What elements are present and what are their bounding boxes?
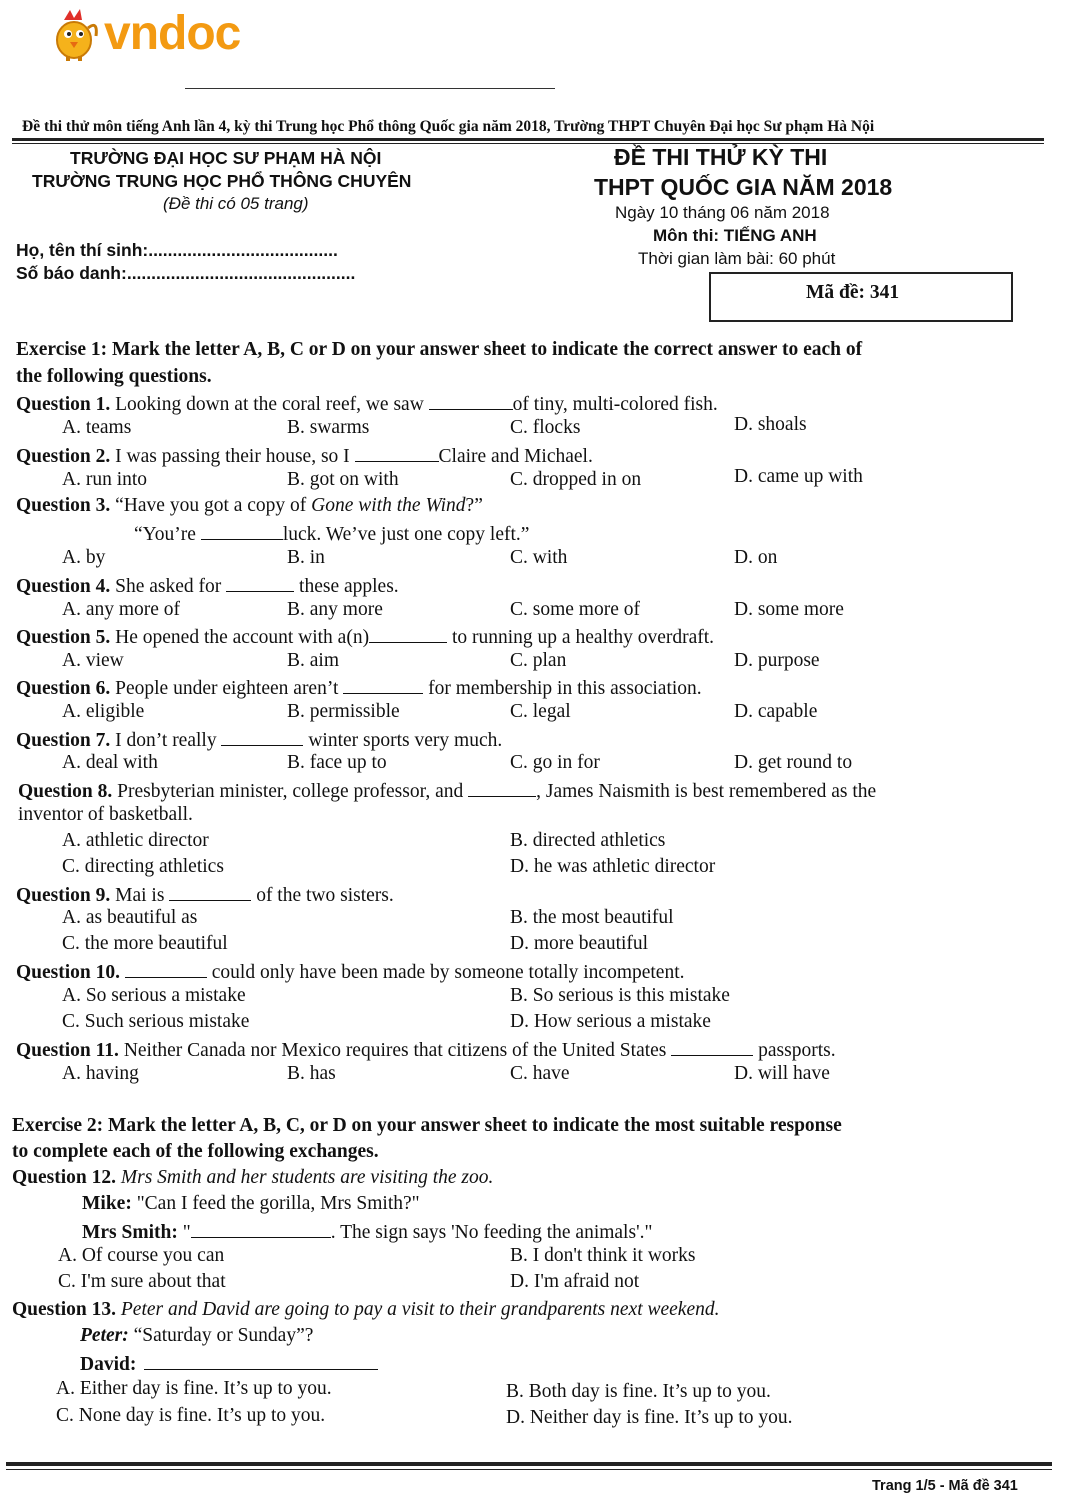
answer-blank	[169, 882, 251, 901]
question-12-option-c: C. I'm sure about that	[58, 1271, 226, 1292]
question-10-option-a: A. So serious a mistake	[62, 985, 246, 1006]
question-4-stem: Question 4. She asked for these apples.	[16, 573, 399, 598]
question-6-option-d: D. capable	[734, 701, 818, 722]
question-11-option-d: D. will have	[734, 1063, 830, 1084]
question-2-option-c: C. dropped in on	[510, 469, 642, 490]
exercise-2-title-cont: to complete each of the following exchanges.	[12, 1141, 379, 1162]
footer-divider-thin	[6, 1469, 1052, 1470]
answer-blank	[201, 521, 283, 540]
answer-blank	[144, 1351, 378, 1370]
question-11-option-c: C. have	[510, 1063, 570, 1084]
question-6-option-b: B. permissible	[287, 701, 400, 722]
brand-wordmark: vndoc	[104, 7, 241, 60]
question-11-option-b: B. has	[287, 1063, 336, 1084]
header-divider	[12, 138, 1044, 141]
question-13-option-a: A. Either day is fine. It’s up to you.	[56, 1378, 332, 1399]
exercise-2-title: Exercise 2: Mark the letter A, B, C, or D on your answer sheet to indicate the most suitable response	[12, 1115, 842, 1136]
question-5-stem: Question 5. He opened the account with a(n) to running up a healthy overdraft.	[16, 624, 714, 649]
question-9-option-c: C. the more beautiful	[62, 933, 228, 954]
question-5-option-b: B. aim	[287, 650, 339, 671]
question-8-option-a: A. athletic director	[62, 830, 209, 851]
question-12-line-mrs-smith: Mrs Smith: " . The sign says 'No feeding the animals'."	[82, 1219, 652, 1244]
question-1-option-c: C. flocks	[510, 417, 581, 438]
page-count-note: (Đề thi có 05 trang)	[163, 194, 309, 213]
question-3-stem: Question 3. “Have you got a copy of Gone with the Wind?”	[16, 495, 483, 516]
header-divider-thin	[12, 143, 1044, 144]
chick-mascot-icon	[50, 6, 102, 62]
question-8-option-d: D. he was athletic director	[510, 856, 716, 877]
question-8-option-b: B. directed athletics	[510, 830, 666, 851]
question-9-stem: Question 9. Mai is of the two sisters.	[16, 882, 394, 907]
question-12-option-d: D. I'm afraid not	[510, 1271, 640, 1292]
question-7-option-c: C. go in for	[510, 752, 600, 773]
question-12-option-a: A. Of course you can	[58, 1245, 225, 1266]
document-meta-line: Đề thi thử môn tiếng Anh lần 4, kỳ thi Trung học Phổ thông Quốc gia năm 2018, Trường THPT Chuyên Đại học Sư phạm Hà Nội	[22, 118, 875, 135]
question-6-stem: Question 6. People under eighteen aren’t for membership in this association.	[16, 675, 702, 700]
exam-duration: Thời gian làm bài: 60 phút	[638, 249, 836, 268]
question-8-option-c: C. directing athletics	[62, 856, 224, 877]
exam-subject: Môn thi: TIẾNG ANH	[653, 226, 817, 245]
exam-code: Mã đề: 341	[806, 282, 900, 303]
question-8-stem: Question 8. Presbyterian minister, college professor, and , James Naismith is best remembered as the	[18, 778, 876, 803]
answer-blank	[125, 959, 207, 978]
question-9-option-b: B. the most beautiful	[510, 907, 674, 928]
exercise-1-title-cont: the following questions.	[16, 366, 212, 387]
question-2-stem: Question 2. I was passing their house, so I Claire and Michael.	[16, 443, 593, 468]
question-13-line-david: David:	[80, 1351, 378, 1376]
answer-blank	[355, 443, 439, 462]
exam-date: Ngày 10 tháng 06 năm 2018	[615, 203, 830, 222]
answer-blank	[343, 675, 423, 694]
question-13-context: Question 13. Peter and David are going to pay a visit to their grandparents next weekend.	[12, 1299, 720, 1320]
question-12-context: Question 12. Mrs Smith and her students are visiting the zoo.	[12, 1167, 494, 1188]
exercise-1-title: Exercise 1: Mark the letter A, B, C or D on your answer sheet to indicate the correct answer to each of	[16, 339, 863, 360]
question-11-stem: Question 11. Neither Canada nor Mexico requires that citizens of the United States passports.	[16, 1037, 836, 1062]
school-name-1: TRƯỜNG ĐẠI HỌC SƯ PHẠM HÀ NỘI	[70, 148, 382, 168]
question-3-option-b: B. in	[287, 547, 325, 568]
question-9-option-a: A. as beautiful as	[62, 907, 198, 928]
answer-blank	[468, 778, 536, 797]
question-12-line-mike: Mike: "Can I feed the gorilla, Mrs Smith?"	[82, 1193, 420, 1214]
question-6-option-a: A. eligible	[62, 701, 145, 722]
question-6-option-c: C. legal	[510, 701, 571, 722]
question-3-option-d: D. on	[734, 547, 778, 568]
question-13-option-d: D. Neither day is fine. It’s up to you.	[506, 1407, 793, 1428]
question-5-option-d: D. purpose	[734, 650, 820, 671]
question-10-option-d: D. How serious a mistake	[510, 1011, 711, 1032]
school-name-2: TRƯỜNG TRUNG HỌC PHỔ THÔNG CHUYÊN	[32, 171, 412, 191]
header-rule	[185, 88, 555, 89]
exam-title-line-2: THPT QUỐC GIA NĂM 2018	[594, 174, 893, 200]
question-13-option-c: C. None day is fine. It’s up to you.	[56, 1405, 326, 1426]
page-footer: Trang 1/5 - Mã đề 341	[872, 1478, 1018, 1494]
question-5-option-c: C. plan	[510, 650, 567, 671]
question-4-option-b: B. any more	[287, 599, 383, 620]
answer-blank	[429, 391, 513, 410]
question-3-option-c: C. with	[510, 547, 568, 568]
question-1-option-d: D. shoals	[734, 414, 807, 435]
question-7-option-a: A. deal with	[62, 752, 158, 773]
answer-blank	[191, 1219, 331, 1238]
question-5-option-a: A. view	[62, 650, 124, 671]
footer-divider	[6, 1462, 1052, 1466]
exam-title-line-1: ĐỀ THI THỬ KỲ THI	[614, 144, 828, 170]
question-10-option-c: C. Such serious mistake	[62, 1011, 250, 1032]
answer-blank	[226, 573, 294, 592]
question-10-option-b: B. So serious is this mistake	[510, 985, 730, 1006]
answer-blank	[369, 624, 447, 643]
question-7-option-b: B. face up to	[287, 752, 387, 773]
question-7-stem: Question 7. I don’t really winter sports very much.	[16, 727, 502, 752]
answer-blank	[671, 1037, 753, 1056]
question-11-option-a: A. having	[62, 1063, 139, 1084]
question-3-option-a: A. by	[62, 547, 106, 568]
candidate-name-field: Họ, tên thí sinh:.......................................	[16, 240, 338, 260]
question-1-stem: Question 1. Looking down at the coral reef, we saw of tiny, multi-colored fish.	[16, 391, 718, 416]
question-4-option-c: C. some more of	[510, 599, 640, 620]
question-13-option-b: B. Both day is fine. It’s up to you.	[506, 1381, 771, 1402]
question-2-option-d: D. came up with	[734, 466, 863, 487]
question-10-stem: Question 10. could only have been made by someone totally incompetent.	[16, 959, 685, 984]
question-13-line-peter: Peter: “Saturday or Sunday”?	[80, 1325, 314, 1346]
question-9-option-d: D. more beautiful	[510, 933, 649, 954]
answer-blank	[221, 727, 303, 746]
question-8-stem-line-2: inventor of basketball.	[18, 804, 193, 825]
question-3-stem-line-2: “You’re luck. We’ve just one copy left.”	[134, 521, 529, 546]
candidate-id-field: Số báo danh:...............................................	[16, 263, 356, 283]
question-1-option-a: A. teams	[62, 417, 132, 438]
question-4-option-d: D. some more	[734, 599, 844, 620]
question-7-option-d: D. get round to	[734, 752, 853, 773]
question-12-option-b: B. I don't think it works	[510, 1245, 696, 1266]
question-2-option-a: A. run into	[62, 469, 148, 490]
question-1-option-b: B. swarms	[287, 417, 370, 438]
question-2-option-b: B. got on with	[287, 469, 399, 490]
question-4-option-a: A. any more of	[62, 599, 181, 620]
